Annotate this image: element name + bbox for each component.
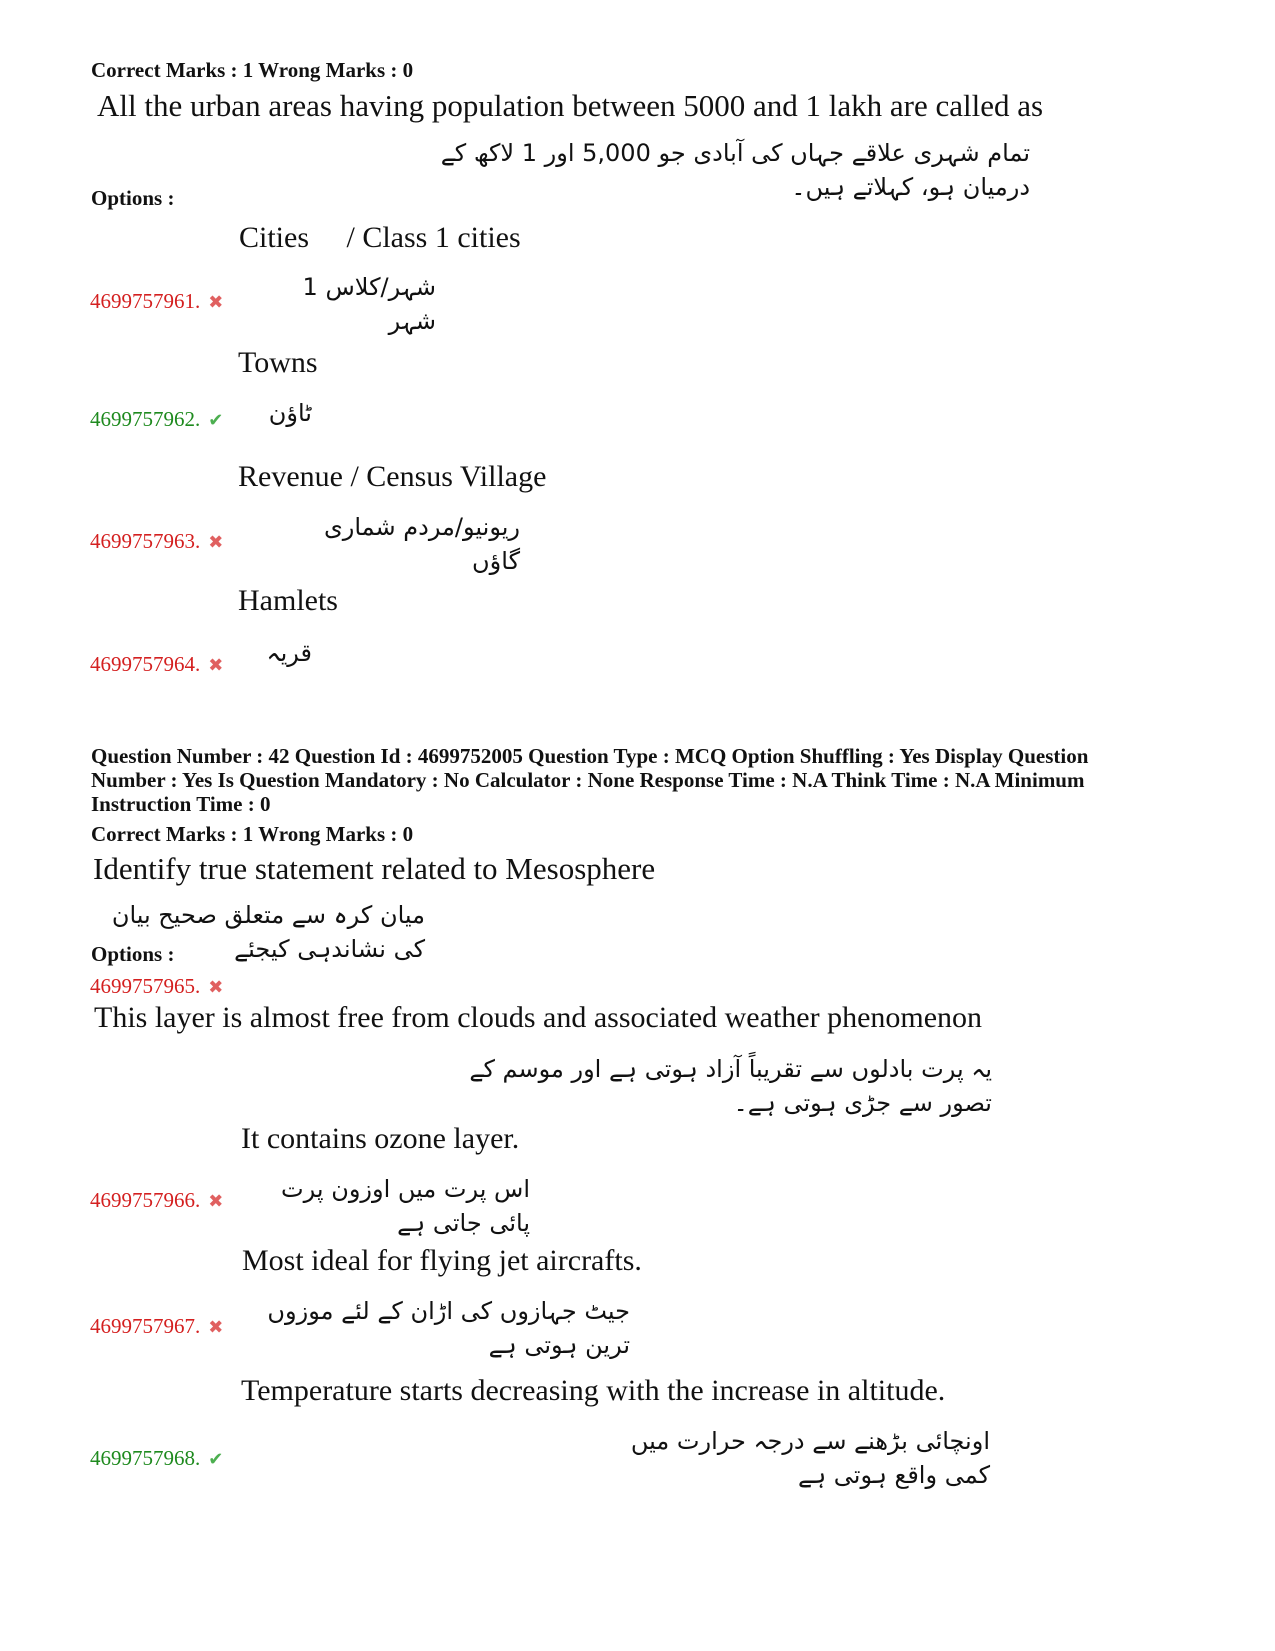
q41-option-3-english: Revenue / Census Village [238, 460, 547, 493]
q42-marks: Correct Marks : 1 Wrong Marks : 0 [91, 822, 414, 846]
q42-option-2-id[interactable] [90, 1188, 223, 1214]
q41-option-1-id[interactable] [90, 289, 223, 315]
q41-option-4-id[interactable] [90, 652, 223, 678]
q42-header-line-2: Number : Yes Is Question Mandatory : No Calculator : None Response Time : N.A Think Time : N.A Minimum [91, 768, 1085, 792]
option-id-text: 4699757962. [90, 407, 201, 431]
check-icon: ✔ [208, 410, 224, 431]
q42-option-1-id[interactable] [90, 974, 223, 1000]
option-id-text: 4699757966. [90, 1188, 201, 1212]
q41-option-1-english: Cities / Class 1 cities [239, 221, 521, 254]
q42-header-line-3: Instruction Time : 0 [91, 792, 271, 816]
q42-option-3-english: Most ideal for flying jet aircrafts. [242, 1244, 642, 1277]
cross-icon: ✖ [208, 1191, 224, 1212]
q41-question-english: All the urban areas having population between 5000 and 1 lakh are called as [97, 88, 1044, 123]
q42-option-4-id[interactable] [90, 1446, 223, 1472]
cross-icon: ✖ [208, 532, 224, 553]
q42-header-line-1: Question Number : 42 Question Id : 4699752005 Question Type : MCQ Option Shuffling : Yes Display Question [91, 744, 1089, 768]
check-icon: ✔ [208, 1449, 224, 1470]
q42-option-2-urdu: اس پرت میں اوزون پرت پائی جاتی ہے [281, 1175, 530, 1237]
q41-option-3-id[interactable] [90, 529, 223, 555]
option-id-text: 4699757967. [90, 1314, 201, 1338]
q41-option-2-id[interactable] [90, 407, 223, 433]
q42-option-3-urdu: جیٹ جہازوں کی اڑان کے لئے موزوں ترین ہوتی ہے [267, 1297, 630, 1359]
q41-option-2-urdu: ٹاؤن [268, 399, 312, 427]
cross-icon: ✖ [208, 1317, 224, 1338]
q42-option-1-urdu: یہ پرت بادلوں سے تقریباً آزاد ہوتی ہے اور موسم کے تصور سے جڑی ہوتی ہے۔ [469, 1055, 992, 1117]
q42-option-1-english: This layer is almost free from clouds and associated weather phenomenon [94, 1001, 983, 1034]
cross-icon: ✖ [208, 292, 224, 313]
q42-question-urdu: میان کرہ سے متعلق صحیح بیان کی نشاندہی کیجئے [111, 901, 425, 963]
q41-option-4-urdu: قریہ [266, 639, 312, 667]
q41-question-urdu: تمام شہری علاقے جہاں کی آبادی جو 5,000 اور 1 لاکھ کے درمیان ہو، کہلاتے ہیں۔ [440, 139, 1030, 201]
q42-option-2-english: It contains ozone layer. [241, 1122, 520, 1155]
option-id-text: 4699757964. [90, 652, 201, 676]
q42-option-4-urdu: اونچائی بڑھنے سے درجہ حرارت میں کمی واقع ہوتی ہے [630, 1427, 990, 1489]
q41-options-label: Options : [91, 186, 175, 210]
q42-option-3-id[interactable] [90, 1314, 223, 1340]
q42-option-4-english: Temperature starts decreasing with the increase in altitude. [241, 1374, 946, 1407]
option-id-text: 4699757961. [90, 289, 201, 313]
cross-icon: ✖ [208, 655, 224, 676]
q41-option-4-english: Hamlets [238, 584, 338, 617]
q42-options-label: Options : [91, 942, 175, 966]
q41-marks: Correct Marks : 1 Wrong Marks : 0 [91, 58, 414, 82]
q41-option-3-urdu: ریونیو/مردم شماری گاؤں [323, 513, 520, 575]
q41-option-1-urdu: شہر/کلاس 1 شہر [302, 273, 436, 335]
option-id-text: 4699757968. [90, 1446, 201, 1470]
option-id-text: 4699757965. [90, 974, 201, 998]
cross-icon: ✖ [208, 977, 224, 998]
option-id-text: 4699757963. [90, 529, 201, 553]
q42-question-english: Identify true statement related to Mesosphere [93, 851, 656, 886]
q41-option-2-english: Towns [238, 346, 318, 379]
